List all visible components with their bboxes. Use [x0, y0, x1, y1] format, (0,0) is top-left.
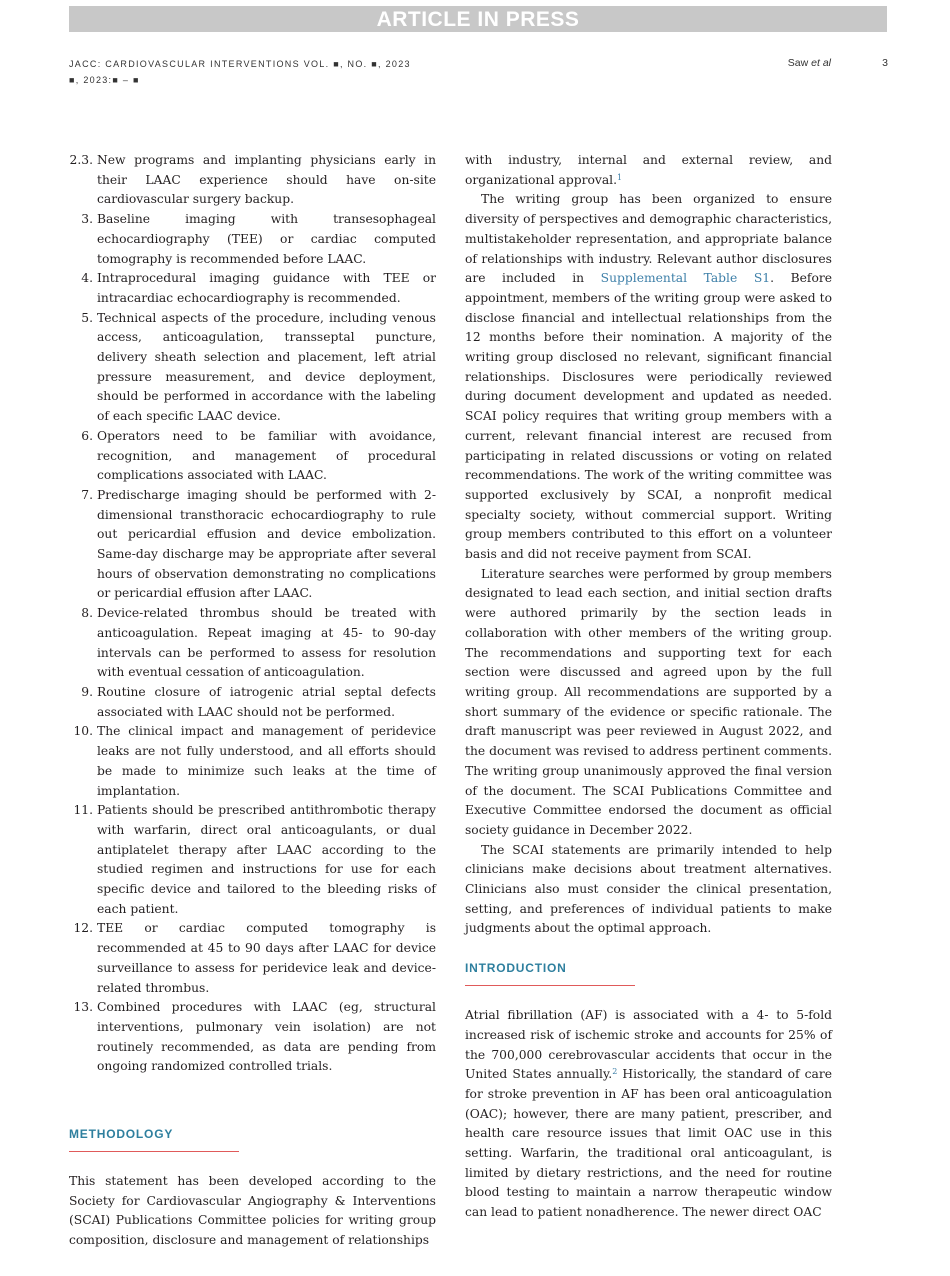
list-item-number: 11.: [73, 803, 93, 818]
list-item-number: 6.: [81, 428, 93, 443]
list-item-number: 9.: [81, 684, 93, 699]
list-item-text: Device-related thrombus should be treated with anticoagulation. Repeat imaging at 45- to 90-day intervals can be performed to assess for resolution with eventual cessation of anticoagulation.: [97, 606, 436, 680]
list-item: [69, 486, 436, 604]
list-item: [69, 683, 436, 722]
methodology-paragraph-1: This statement has been developed according to the Society for Cardiovascular Angiography & Interventions (SCAI) Publications Committee policies for writing group composition, disclosure and management of relationships: [69, 1174, 436, 1248]
list-item: [69, 151, 436, 210]
list-item-number: 13.: [73, 1000, 93, 1015]
list-item: [69, 309, 436, 427]
methodology-paragraph-3: Literature searches were performed by group members designated to lead each section, and initial section drafts were authored primarily by the section leads in collaboration with other members of the writing group. The recommendations and supporting text for each section were discussed and agreed upon by the full writing group. All recommendations are supported by a short summary of the evidence or specific rationale. The draft manuscript was peer reviewed in August 2022, and the document was revised to address pertinent comments. The writing group unanimously approved the final version of the document. The SCAI Publications Committee and Executive Committee endorsed the document as official society guidance in December 2022.: [465, 566, 832, 837]
list-item-text: Patients should be prescribed antithrombotic therapy with warfarin, direct oral anticoagulants, or dual antiplatelet therapy after LAAC according to the studied regimen and instructions for use for each specific device and tailored to the bleeding risks of each patient.: [97, 803, 436, 916]
right-column: [465, 151, 832, 1223]
list-item-text: Combined procedures with LAAC (eg, structural interventions, pulmonary vein isolation) are not routinely recommended, as data are pending from ongoing randomized controlled trials.: [97, 1000, 436, 1074]
list-item-text: Predischarge imaging should be performed with 2-dimensional transthoracic echocardiography to rule out pericardial effusion and device embolization. Same-day discharge may be appropriate after several hours of observation demonstrating no complications or pericardial effusion after LAAC.: [97, 487, 436, 601]
list-item: [69, 919, 436, 998]
introduction-heading: INTRODUCTION: [465, 961, 567, 976]
list-item-text: Routine closure of iatrogenic atrial septal defects associated with LAAC should not be performed.: [97, 684, 436, 719]
paragraph-text: Atrial fibrillation (AF) is associated with a 4- to 5-fold increased risk of ischemic stroke and accounts for 25% of the 700,000 cerebrovascular accidents that occur in the United States annually.: [465, 1008, 832, 1082]
list-item-text: TEE or cardiac computed tomography is recommended at 45 to 90 days after LAAC for device surveillance to assess for peridevice leak and device-related thrombus.: [97, 921, 436, 995]
left-column: [69, 151, 436, 1251]
list-item: [69, 427, 436, 486]
supplemental-table-link[interactable]: Supplemental Table S1: [600, 271, 771, 286]
author-etal: et al: [811, 57, 831, 69]
list-item-number: 4.: [81, 271, 93, 286]
list-item: [69, 210, 436, 269]
list-item: [69, 998, 436, 1077]
list-item-number: 3.: [81, 212, 93, 227]
list-item-number: 8.: [81, 606, 93, 621]
list-item-text: Technical aspects of the procedure, including venous access, anticoagulation, transseptal puncture, delivery sheath selection and placement, left atrial pressure measurement, and device deployment, should be performed in accordance with the labeling of each specific LAAC device.: [97, 310, 436, 424]
author-running-head: [740, 56, 831, 70]
list-item-text: Intraprocedural imaging guidance with TEE or intracardiac echocardiography is recommended.: [97, 271, 436, 305]
paragraph-text: . Before appointment, members of the writing group were asked to disclose financial and intellectual relationships from the 12 months before their nomination. A majority of the writing group disclosed no relevant, significant financial relationships. Disclosures were periodically reviewed during document development and updated as needed. SCAI policy requires that writing group members with a current, relevant financial interest are recused from participating in related discussions or voting on related recommendations. The work of the writing committee was supported exclusively by SCAI, a nonprofit medical specialty society, without commercial support. Writing group members contributed to this effort on a volunteer basis and did not receive payment from SCAI.: [465, 271, 832, 562]
issue-line: ■, 2023:■ – ■: [69, 75, 140, 85]
methodology-heading: METHODOLOGY: [69, 1127, 174, 1142]
list-item-text: Baseline imaging with transesophageal echocardiography (TEE) or cardiac computed tomography is recommended before LAAC.: [97, 212, 436, 266]
reference-citation[interactable]: 2: [612, 1067, 618, 1077]
methodology-paragraph-1-continued: [465, 151, 832, 190]
list-item: [69, 269, 436, 308]
list-item-number: 7.: [81, 487, 93, 502]
list-item-text: The clinical impact and management of peridevice leaks are not fully understood, and all efforts should be made to minimize such leaks at the time of implantation.: [97, 724, 436, 798]
page-number: 3: [882, 57, 888, 69]
recommendations-list: [69, 151, 436, 1077]
list-item-number: 2.3.: [69, 153, 93, 167]
introduction-paragraph-1: [465, 1006, 832, 1223]
list-item-number: 12.: [73, 921, 93, 936]
paragraph-text: with industry, internal and external review, and organizational approval.: [465, 153, 832, 187]
list-item-text: New programs and implanting physicians early in their LAAC experience should have on-site cardiovascular surgery backup.: [97, 153, 436, 207]
list-item-number: 5.: [81, 310, 93, 325]
list-item: [69, 722, 436, 801]
author-name: Saw: [787, 57, 809, 69]
methodology-paragraph-4: The SCAI statements are primarily intended to help clinicians make decisions about treatment alternatives. Clinicians also must consider the clinical presentation, setting, and preferences of individual patients to make judgments about the optimal approach.: [465, 842, 832, 936]
paragraph-text: Historically, the standard of care for stroke prevention in AF has been oral anticoagulation (OAC); however, there are many patient, prescriber, and health care resource issues that limit OAC use in this setting. Warfarin, the traditional oral anticoagulant, is limited by dietary restrictions, and the need for routine blood testing to maintain a narrow therapeutic window can lead to patient nonadherence. The newer direct OAC: [465, 1067, 832, 1220]
list-item: [69, 604, 436, 683]
reference-citation[interactable]: 1: [617, 172, 623, 182]
methodology-paragraph-2: [465, 190, 832, 564]
journal-line: JACC: CARDIOVASCULAR INTERVENTIONS VOL. ■, NO. ■, 2023: [69, 59, 411, 69]
article-in-press-banner: ARTICLE IN PRESS: [69, 6, 887, 32]
list-item-number: 10.: [73, 724, 93, 739]
list-item: [69, 801, 436, 919]
list-item-text: Operators need to be familiar with avoidance, recognition, and management of procedural complications associated with LAAC.: [97, 428, 436, 483]
paragraph-text: The writing group has been organized to ensure diversity of perspectives and demographic characteristics, multistakeholder representation, and appropriate balance of relationships with industry. Relevant author disclosures are included in: [465, 192, 832, 286]
running-head: [69, 56, 469, 88]
